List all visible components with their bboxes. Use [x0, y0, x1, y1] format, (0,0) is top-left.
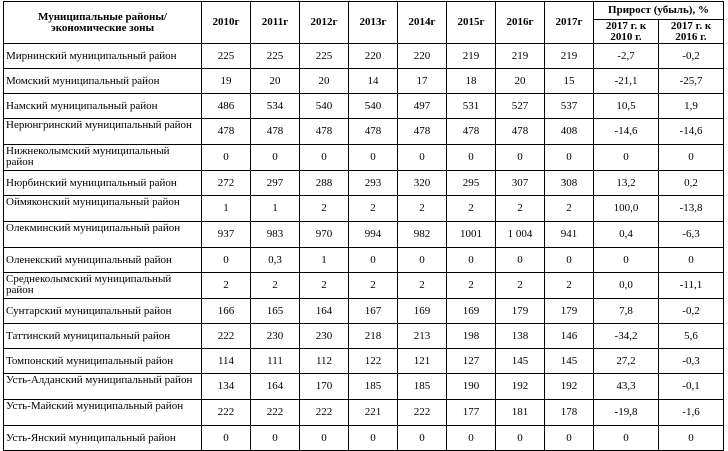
year-value: 293 [349, 171, 398, 196]
growth-value: -14,6 [659, 119, 724, 145]
region-name: Усть-Майский муниципальный район [4, 400, 202, 426]
year-value: 222 [202, 400, 251, 426]
year-value: 0 [447, 426, 496, 451]
year-value: 1 [300, 248, 349, 273]
year-value: 230 [251, 324, 300, 349]
growth-value: -0,2 [659, 44, 724, 69]
region-name: Нюрбинский муниципальный район [4, 171, 202, 196]
year-value: 146 [545, 324, 594, 349]
growth-value: -13,8 [659, 196, 724, 222]
year-value: 0 [300, 145, 349, 171]
growth-value: 5,6 [659, 324, 724, 349]
growth-value: 0 [594, 426, 659, 451]
year-value: 307 [496, 171, 545, 196]
year-value: 0 [447, 145, 496, 171]
year-value: 164 [300, 299, 349, 324]
year-value: 2 [300, 196, 349, 222]
year-value: 0 [398, 145, 447, 171]
year-value: 531 [447, 94, 496, 119]
year-value: 486 [202, 94, 251, 119]
year-value: 478 [300, 119, 349, 145]
year-value: 185 [398, 374, 447, 400]
year-value: 222 [251, 400, 300, 426]
year-value: 225 [202, 44, 251, 69]
year-value: 1 004 [496, 222, 545, 248]
year-value: 220 [398, 44, 447, 69]
year-value: 20 [300, 69, 349, 94]
year-value: 2 [349, 196, 398, 222]
year-value: 192 [496, 374, 545, 400]
year-value: 20 [496, 69, 545, 94]
year-value: 138 [496, 324, 545, 349]
growth-value: 0 [659, 426, 724, 451]
region-name: Момский муниципальный район [4, 69, 202, 94]
table-row [4, 324, 724, 349]
table-body [4, 44, 724, 451]
year-value: 0 [349, 248, 398, 273]
year-value: 0 [496, 248, 545, 273]
growth-value: -34,2 [594, 324, 659, 349]
year-value: 111 [251, 349, 300, 374]
growth-value: 0 [659, 145, 724, 171]
year-value: 165 [251, 299, 300, 324]
growth-value: 0,0 [594, 273, 659, 299]
region-name: Оленекский муниципальный район [4, 248, 202, 273]
year-value: 122 [349, 349, 398, 374]
year-value: 185 [349, 374, 398, 400]
year-value: 178 [545, 400, 594, 426]
year-value: 220 [349, 44, 398, 69]
growth-value: 0 [659, 248, 724, 273]
growth-value: 1,9 [659, 94, 724, 119]
year-value: 982 [398, 222, 447, 248]
growth-value: 10,5 [594, 94, 659, 119]
header-year: 2011г [251, 2, 300, 44]
growth-value: -0,1 [659, 374, 724, 400]
year-value: 114 [202, 349, 251, 374]
table-row [4, 248, 724, 273]
region-name: Олекминский муниципальный район [4, 222, 202, 248]
growth-value: 0,4 [594, 222, 659, 248]
growth-value: 43,3 [594, 374, 659, 400]
year-value: 225 [300, 44, 349, 69]
region-name: Нерюнгринский муниципальный район [4, 119, 202, 145]
year-value: 167 [349, 299, 398, 324]
year-value: 0 [251, 145, 300, 171]
year-value: 2 [496, 196, 545, 222]
table-row [4, 273, 724, 299]
growth-value: -0,3 [659, 349, 724, 374]
year-value: 0 [496, 426, 545, 451]
table-row [4, 145, 724, 171]
region-name: Намский муниципальный район [4, 94, 202, 119]
year-value: 20 [251, 69, 300, 94]
table-row [4, 69, 724, 94]
year-value: 18 [447, 69, 496, 94]
year-value: 225 [251, 44, 300, 69]
year-value: 219 [447, 44, 496, 69]
growth-value: -14,6 [594, 119, 659, 145]
year-value: 478 [398, 119, 447, 145]
year-value: 0 [545, 426, 594, 451]
year-value: 408 [545, 119, 594, 145]
data-table [3, 1, 724, 451]
year-value: 478 [496, 119, 545, 145]
year-value: 0 [202, 426, 251, 451]
year-value: 0 [202, 145, 251, 171]
year-value: 0 [545, 145, 594, 171]
year-value: 213 [398, 324, 447, 349]
year-value: 0 [398, 248, 447, 273]
year-value: 198 [447, 324, 496, 349]
year-value: 537 [545, 94, 594, 119]
year-value: 1 [251, 196, 300, 222]
year-value: 181 [496, 400, 545, 426]
year-value: 164 [251, 374, 300, 400]
growth-value: -25,7 [659, 69, 724, 94]
year-value: 478 [349, 119, 398, 145]
growth-value: 100,0 [594, 196, 659, 222]
region-name: Нижнеколымский муниципальный район [4, 145, 202, 171]
year-value: 219 [545, 44, 594, 69]
growth-value: 0 [594, 145, 659, 171]
year-value: 222 [300, 400, 349, 426]
year-value: 2 [300, 273, 349, 299]
table-row [4, 196, 724, 222]
table-row [4, 222, 724, 248]
growth-value: 13,2 [594, 171, 659, 196]
year-value: 19 [202, 69, 251, 94]
region-name: Таттинский муниципальный район [4, 324, 202, 349]
year-value: 17 [398, 69, 447, 94]
year-value: 288 [300, 171, 349, 196]
year-value: 970 [300, 222, 349, 248]
region-name: Оймяконский муниципальный район [4, 196, 202, 222]
year-value: 2 [447, 196, 496, 222]
year-value: 0 [398, 426, 447, 451]
region-name: Томпонский муниципальный район [4, 349, 202, 374]
year-value: 169 [398, 299, 447, 324]
year-value: 179 [545, 299, 594, 324]
year-value: 540 [300, 94, 349, 119]
year-value: 0 [300, 426, 349, 451]
table-header [4, 2, 724, 44]
year-value: 308 [545, 171, 594, 196]
year-value: 221 [349, 400, 398, 426]
growth-value: 0 [594, 248, 659, 273]
year-value: 497 [398, 94, 447, 119]
table-row [4, 299, 724, 324]
year-value: 983 [251, 222, 300, 248]
year-value: 2 [496, 273, 545, 299]
year-value: 2 [349, 273, 398, 299]
year-value: 0 [545, 248, 594, 273]
year-value: 540 [349, 94, 398, 119]
growth-value: 27,2 [594, 349, 659, 374]
year-value: 0 [349, 426, 398, 451]
region-name: Среднеколымский муниципальный район [4, 273, 202, 299]
growth-value: 0,2 [659, 171, 724, 196]
year-value: 222 [202, 324, 251, 349]
year-value: 994 [349, 222, 398, 248]
year-value: 121 [398, 349, 447, 374]
header-year: 2016г [496, 2, 545, 44]
growth-value: -11,1 [659, 273, 724, 299]
year-value: 2 [545, 196, 594, 222]
year-value: 222 [398, 400, 447, 426]
header-growth-2010: 2017 г. к 2010 г. [594, 20, 659, 44]
table-row [4, 400, 724, 426]
table-row [4, 44, 724, 69]
year-value: 0 [251, 426, 300, 451]
year-value: 0 [447, 248, 496, 273]
growth-value: 7,8 [594, 299, 659, 324]
table-row [4, 374, 724, 400]
year-value: 134 [202, 374, 251, 400]
year-value: 937 [202, 222, 251, 248]
year-value: 1 [202, 196, 251, 222]
header-growth-2016: 2017 г. к 2016 г. [659, 20, 724, 44]
year-value: 0 [496, 145, 545, 171]
header-year: 2010г [202, 2, 251, 44]
year-value: 170 [300, 374, 349, 400]
year-value: 192 [545, 374, 594, 400]
growth-value: -0,2 [659, 299, 724, 324]
year-value: 295 [447, 171, 496, 196]
year-value: 166 [202, 299, 251, 324]
table-row [4, 349, 724, 374]
growth-value: -2,7 [594, 44, 659, 69]
region-name: Усть-Алданский муниципальный район [4, 374, 202, 400]
header-region: Муниципальные районы/экономические зоны [4, 2, 202, 44]
year-value: 2 [251, 273, 300, 299]
year-value: 145 [496, 349, 545, 374]
header-year: 2013г [349, 2, 398, 44]
table-row [4, 426, 724, 451]
header-year: 2014г [398, 2, 447, 44]
header-year: 2012г [300, 2, 349, 44]
table-row [4, 171, 724, 196]
year-value: 478 [202, 119, 251, 145]
year-value: 14 [349, 69, 398, 94]
year-value: 112 [300, 349, 349, 374]
year-value: 0 [202, 248, 251, 273]
year-value: 527 [496, 94, 545, 119]
year-value: 179 [496, 299, 545, 324]
year-value: 0 [349, 145, 398, 171]
growth-value: -6,3 [659, 222, 724, 248]
year-value: 15 [545, 69, 594, 94]
year-value: 230 [300, 324, 349, 349]
year-value: 478 [447, 119, 496, 145]
table-row [4, 119, 724, 145]
growth-value: -19,8 [594, 400, 659, 426]
table-row [4, 94, 724, 119]
year-value: 0,3 [251, 248, 300, 273]
growth-value: -21,1 [594, 69, 659, 94]
year-value: 1001 [447, 222, 496, 248]
header-growth: Прирост (убыль), % [594, 2, 724, 20]
year-value: 177 [447, 400, 496, 426]
year-value: 145 [545, 349, 594, 374]
year-value: 2 [447, 273, 496, 299]
year-value: 478 [251, 119, 300, 145]
region-name: Мирнинский муниципальный район [4, 44, 202, 69]
year-value: 219 [496, 44, 545, 69]
growth-value: -1,6 [659, 400, 724, 426]
year-value: 2 [398, 273, 447, 299]
year-value: 218 [349, 324, 398, 349]
year-value: 169 [447, 299, 496, 324]
year-value: 272 [202, 171, 251, 196]
region-name: Сунтарский муниципальный район [4, 299, 202, 324]
year-value: 190 [447, 374, 496, 400]
year-value: 2 [398, 196, 447, 222]
header-year: 2015г [447, 2, 496, 44]
header-year: 2017г [545, 2, 594, 44]
year-value: 127 [447, 349, 496, 374]
year-value: 320 [398, 171, 447, 196]
year-value: 2 [202, 273, 251, 299]
year-value: 297 [251, 171, 300, 196]
year-value: 534 [251, 94, 300, 119]
year-value: 2 [545, 273, 594, 299]
year-value: 941 [545, 222, 594, 248]
region-name: Усть-Янский муниципальный район [4, 426, 202, 451]
